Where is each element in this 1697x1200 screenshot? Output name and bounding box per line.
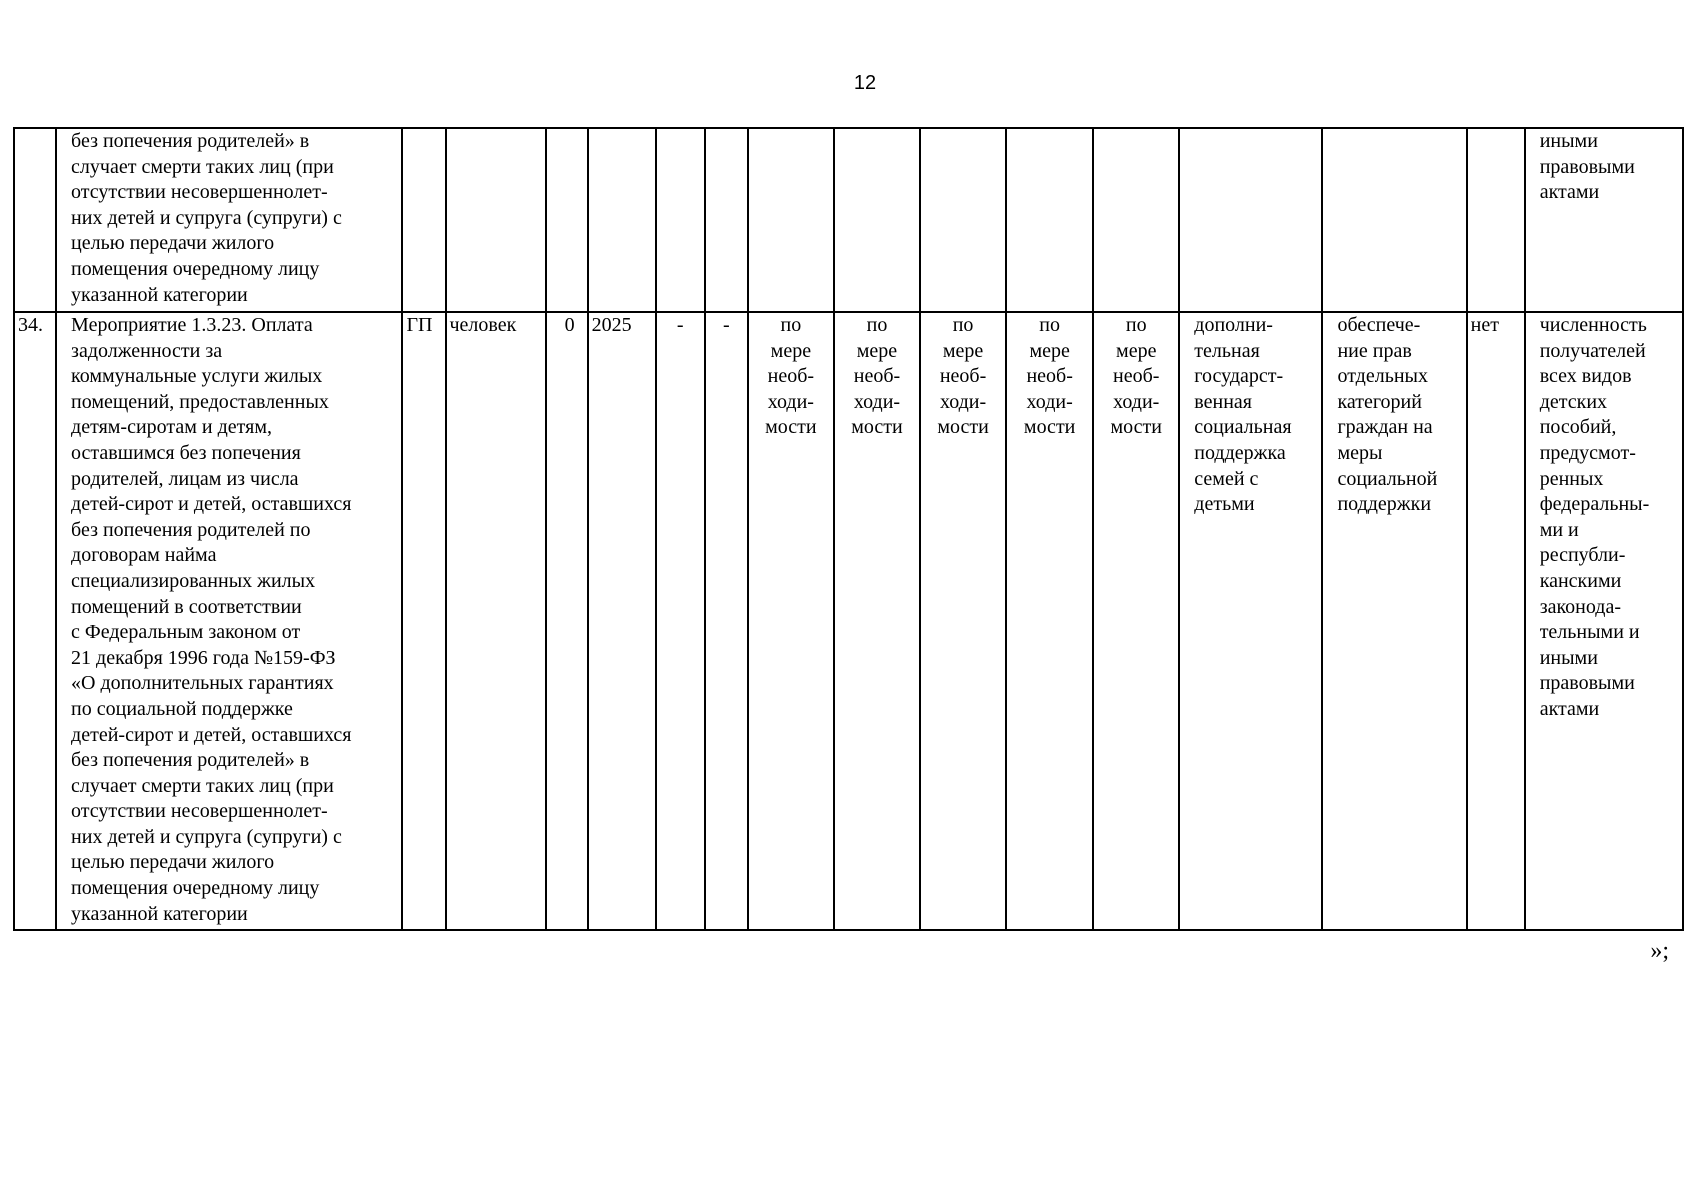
as-needed-line: по — [780, 314, 802, 336]
cell-as-needed — [748, 312, 834, 930]
cell-empty — [705, 128, 748, 312]
cell-base-value: 0 — [546, 312, 588, 930]
indicator-line: канскими — [1539, 569, 1622, 592]
cell-empty — [1467, 128, 1525, 312]
goal-line: ние прав — [1337, 339, 1412, 362]
cell-as-needed — [1093, 312, 1179, 930]
program-table — [13, 127, 1684, 931]
table-row-continued — [14, 128, 1683, 312]
description-line: них детей и супруга (супруги) с — [71, 825, 342, 848]
cell-as-needed — [920, 312, 1006, 930]
description-line: детям-сиротам и детям, — [71, 416, 273, 439]
as-needed-line: ходи- — [1026, 390, 1073, 413]
description-line: без попечения родителей по — [71, 518, 311, 541]
description-line: случает смерти таких лиц (при — [71, 774, 334, 797]
description-line: Мероприятие 1.3.23. Оплата — [71, 314, 313, 336]
description-line: без попечения родителей» в — [71, 749, 310, 772]
description-line: помещения очередному лицу — [71, 877, 320, 900]
closing-quote: »; — [1650, 938, 1669, 964]
description-line: по социальной поддержке — [71, 697, 293, 720]
indicator-line: пособий, — [1539, 416, 1617, 439]
description-line: специализированных жилых — [71, 569, 316, 592]
cell-description — [56, 312, 402, 930]
cell-number — [14, 128, 56, 312]
as-needed-line: необ- — [1026, 365, 1073, 388]
as-needed-line: ходи- — [1113, 390, 1160, 413]
as-needed-line: мере — [1116, 339, 1157, 362]
cell-goal — [1322, 312, 1466, 930]
description-line: родителей, лицам из числа — [71, 467, 299, 490]
description-line: «О дополнительных гарантиях — [71, 672, 334, 695]
indicator-line: федеральны- — [1539, 493, 1650, 516]
indicator-line: ренных — [1539, 467, 1604, 490]
indicator-line: ми и — [1539, 518, 1579, 541]
as-needed-line: мости — [765, 416, 817, 439]
cell-empty — [834, 128, 920, 312]
description-line: целью передачи жилого — [71, 232, 275, 255]
description-line: детей-сирот и детей, оставшихся — [71, 723, 352, 746]
cell-unit: человек — [446, 312, 546, 930]
support-type-line: тельная — [1194, 339, 1260, 362]
description-line: 21 декабря 1996 года №159-ФЗ — [71, 646, 336, 669]
goal-line: граждан на — [1337, 416, 1433, 439]
support-type-line: детьми — [1194, 493, 1255, 516]
indicator-line: правовыми — [1539, 155, 1635, 178]
as-needed-line: по — [1125, 314, 1147, 336]
description-line: указанной категории — [71, 283, 248, 306]
cell-empty — [446, 128, 546, 312]
support-type-line: государст- — [1194, 365, 1284, 388]
description-line: детей-сирот и детей, оставшихся — [71, 493, 352, 516]
support-type-line: поддержка — [1194, 441, 1286, 464]
as-needed-line: мости — [1110, 416, 1162, 439]
as-needed-line: ходи- — [939, 390, 987, 413]
indicator-line: иными — [1539, 130, 1598, 152]
cell-empty — [920, 128, 1006, 312]
description-line: оставшимся без попечения — [71, 441, 301, 464]
as-needed-line: мере — [770, 339, 812, 362]
cell-dash: - — [656, 312, 705, 930]
cell-number: 34. — [14, 312, 56, 930]
description-line: без попечения родителей» в — [71, 130, 310, 152]
indicator-line: актами — [1539, 181, 1600, 204]
description-line: задолженности за — [71, 339, 223, 362]
description-line: помещений, предоставленных — [71, 390, 329, 413]
as-needed-line: необ- — [939, 365, 987, 388]
description-line: целью передачи жилого — [71, 851, 275, 874]
description-line: них детей и супруга (супруги) с — [71, 206, 342, 229]
indicator-line: всех видов — [1539, 365, 1632, 388]
cell-empty — [748, 128, 834, 312]
as-needed-line: мости — [851, 416, 903, 439]
description-line: случает смерти таких лиц (при — [71, 155, 334, 178]
indicator-line: правовыми — [1539, 672, 1635, 695]
indicator-line: иными — [1539, 646, 1598, 669]
indicator-line: получателей — [1539, 339, 1646, 362]
as-needed-line: мости — [1023, 416, 1076, 439]
as-needed-line: ходи- — [853, 390, 901, 413]
cell-flag: нет — [1467, 312, 1525, 930]
cell-empty — [1006, 128, 1093, 312]
cell-empty — [588, 128, 656, 312]
description-line: с Федеральным законом от — [71, 621, 301, 644]
cell-empty — [1093, 128, 1179, 312]
as-needed-line: мере — [856, 339, 898, 362]
goal-line: отдельных — [1337, 365, 1428, 388]
cell-as-needed — [834, 312, 920, 930]
indicator-line: предусмот- — [1539, 441, 1636, 464]
table-row-34 — [14, 312, 1683, 930]
description-line: коммунальные услуги жилых — [71, 365, 323, 388]
cell-empty — [656, 128, 705, 312]
as-needed-line: мере — [942, 339, 984, 362]
indicator-line: законода- — [1539, 595, 1622, 618]
as-needed-line: мере — [1029, 339, 1070, 362]
cell-empty — [1322, 128, 1466, 312]
cell-support-type — [1179, 312, 1322, 930]
support-type-line: дополни- — [1194, 314, 1273, 336]
cell-empty — [402, 128, 445, 312]
as-needed-line: мости — [937, 416, 989, 439]
goal-line: поддержки — [1337, 493, 1432, 516]
description-line: отсутствии несовершеннолет- — [71, 181, 328, 204]
goal-line: социальной — [1337, 467, 1438, 490]
cell-year: 2025 — [588, 312, 656, 930]
as-needed-line: по — [1039, 314, 1060, 336]
support-type-line: семей с — [1194, 467, 1259, 490]
indicator-line: детских — [1539, 390, 1608, 413]
indicator-line: численность — [1539, 314, 1647, 336]
cell-description — [56, 128, 402, 312]
support-type-line: венная — [1194, 390, 1252, 413]
as-needed-line: необ- — [767, 365, 815, 388]
goal-line: обеспече- — [1337, 314, 1421, 336]
indicator-line: актами — [1539, 697, 1600, 720]
cell-empty — [546, 128, 588, 312]
as-needed-line: необ- — [1113, 365, 1160, 388]
cell-empty — [1179, 128, 1322, 312]
goal-line: категорий — [1337, 390, 1422, 413]
cell-as-needed — [1006, 312, 1093, 930]
description-line: договорам найма — [71, 544, 217, 567]
as-needed-line: по — [952, 314, 974, 336]
description-line: отсутствии несовершеннолет- — [71, 800, 328, 823]
description-line: помещения очередному лицу — [71, 257, 320, 280]
as-needed-line: ходи- — [767, 390, 814, 413]
cell-indicator — [1525, 128, 1683, 312]
page-number: 12 — [853, 72, 877, 94]
support-type-line: социальная — [1194, 416, 1292, 439]
indicator-line: республи- — [1539, 544, 1626, 567]
indicator-line: тельными и — [1539, 621, 1640, 644]
as-needed-line: по — [866, 314, 888, 336]
description-line: помещений в соответствии — [71, 595, 302, 618]
as-needed-line: необ- — [853, 365, 901, 388]
cell-dash: - — [705, 312, 748, 930]
cell-indicator — [1525, 312, 1683, 930]
cell-type: ГП — [402, 312, 445, 930]
goal-line: меры — [1337, 441, 1383, 464]
description-line: указанной категории — [71, 902, 248, 925]
